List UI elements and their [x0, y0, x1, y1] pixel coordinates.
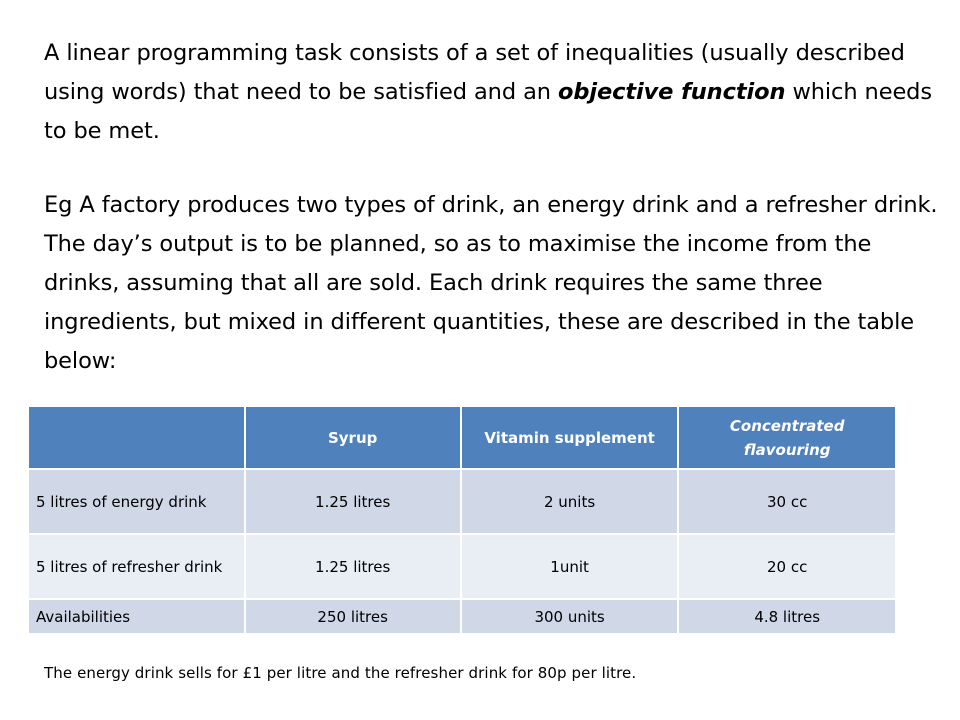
table-row	[28, 534, 896, 599]
intro-text-end: which needs to be met.	[44, 79, 932, 144]
header-cell-syrup: Syrup	[245, 406, 461, 469]
intro-emphasis: objective function	[557, 79, 786, 105]
row-label: 5 litres of refresher drink	[28, 534, 245, 599]
header-cell-vitamin: Vitamin supplement	[461, 406, 679, 469]
table-row	[28, 469, 896, 534]
table-cell: 30 cc	[678, 469, 896, 534]
table-row	[28, 599, 896, 634]
price-note: The energy drink sells for £1 per litre and the refresher drink for 80p per litre.	[44, 664, 637, 682]
table-cell: 2 units	[461, 469, 679, 534]
table-cell: 4.8 litres	[678, 599, 896, 634]
table-header-row	[28, 406, 896, 469]
header-cell-flavouring: Concentrated flavouring	[678, 406, 896, 469]
table-cell: 1unit	[461, 534, 679, 599]
table-cell: 250 litres	[245, 599, 461, 634]
example-paragraph: Eg A factory produces two types of drink, an energy drink and a refresher drink. The day’s output is to be planned, so as to maximise the income from the drinks, assuming that all are sold. Each drink requires the same three ingredients, but mixed in different quantities, these are described in the table below:	[44, 192, 938, 374]
table-cell: 1.25 litres	[245, 534, 461, 599]
table-cell: 1.25 litres	[245, 469, 461, 534]
table-cell: 20 cc	[678, 534, 896, 599]
intro-paragraph	[44, 34, 944, 151]
table-cell: 300 units	[461, 599, 679, 634]
ingredients-table	[27, 405, 897, 635]
row-label: Availabilities	[28, 599, 245, 634]
header-cell-empty	[28, 406, 245, 469]
row-label: 5 litres of energy drink	[28, 469, 245, 534]
intro-text-start: A linear programming task consists of a set of inequalities (usually described using words) that need to be satisfied and an	[44, 40, 905, 105]
